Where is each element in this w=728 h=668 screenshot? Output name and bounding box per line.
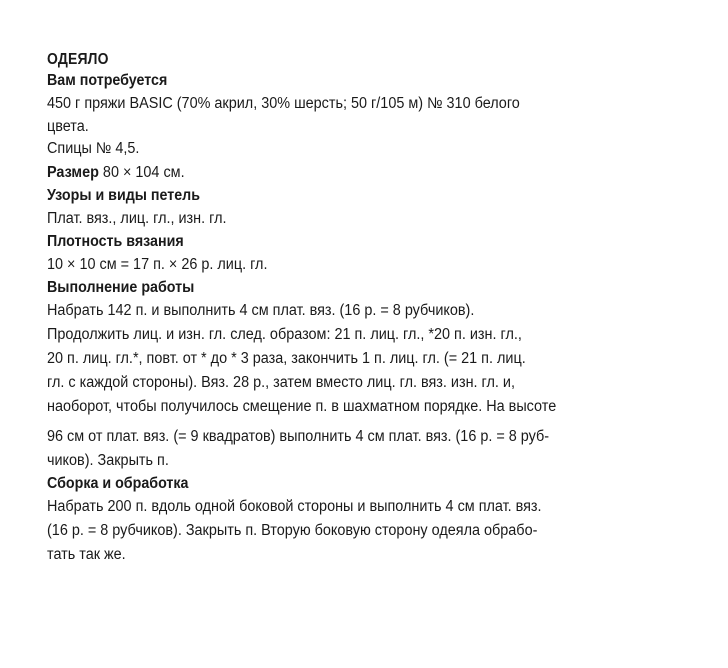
materials-line: 450 г пряжи BASIC (70% акрил, 30% шерсть; 50 г/105 м) № 310 белого [47,95,520,112]
instructions-line: наоборот, чтобы получилось смещение п. в шахматном порядке. На высоте [47,398,557,415]
gauge-heading: Плотность вязания [47,233,184,250]
instructions-line: гл. с каждой стороны). Вяз. 28 р., затем вместо лиц. гл. вяз. изн. гл. и, [47,374,515,391]
size-label: Размер [47,164,99,181]
assembly-line: (16 р. = 8 рубчиков). Закрыть п. Вторую боковую сторону одеяла обрабо- [47,522,538,539]
patterns-heading: Узоры и виды петель [47,187,201,204]
article-title: ОДЕЯЛО [47,51,109,68]
materials-line: Спицы № 4,5. [47,140,140,157]
assembly-heading: Сборка и обработка [47,475,189,492]
patterns-line: Плат. вяз., лиц. гл., изн. гл. [47,210,227,227]
instructions-line: 20 п. лиц. гл.*, повт. от * до * 3 раза, закончить 1 п. лиц. гл. (= 21 п. лиц. [47,350,526,367]
gauge-line: 10 × 10 см = 17 п. × 26 р. лиц. гл. [47,256,268,273]
size-value: 80 × 104 см. [102,164,185,181]
instructions-line: Набрать 142 п. и выполнить 4 см плат. вяз. (16 р. = 8 рубчиков). [47,302,475,319]
materials-line: цвета. [47,118,89,135]
instructions-heading: Выполнение работы [47,279,195,296]
instructions-line: чиков). Закрыть п. [47,452,169,469]
article [47,50,697,567]
assembly-line: Набрать 200 п. вдоль одной боковой стороны и выполнить 4 см плат. вяз. [47,498,542,515]
materials-heading: Вам потребуется [47,72,168,89]
instructions-line: 96 см от плат. вяз. (= 9 квадратов) выполнить 4 см плат. вяз. (16 р. = 8 руб- [47,428,550,445]
assembly-line: тать так же. [47,546,126,563]
size-row [47,161,652,185]
instructions-line: Продолжить лиц. и изн. гл. след. образом: 21 п. лиц. гл., *20 п. изн. гл., [47,326,522,343]
